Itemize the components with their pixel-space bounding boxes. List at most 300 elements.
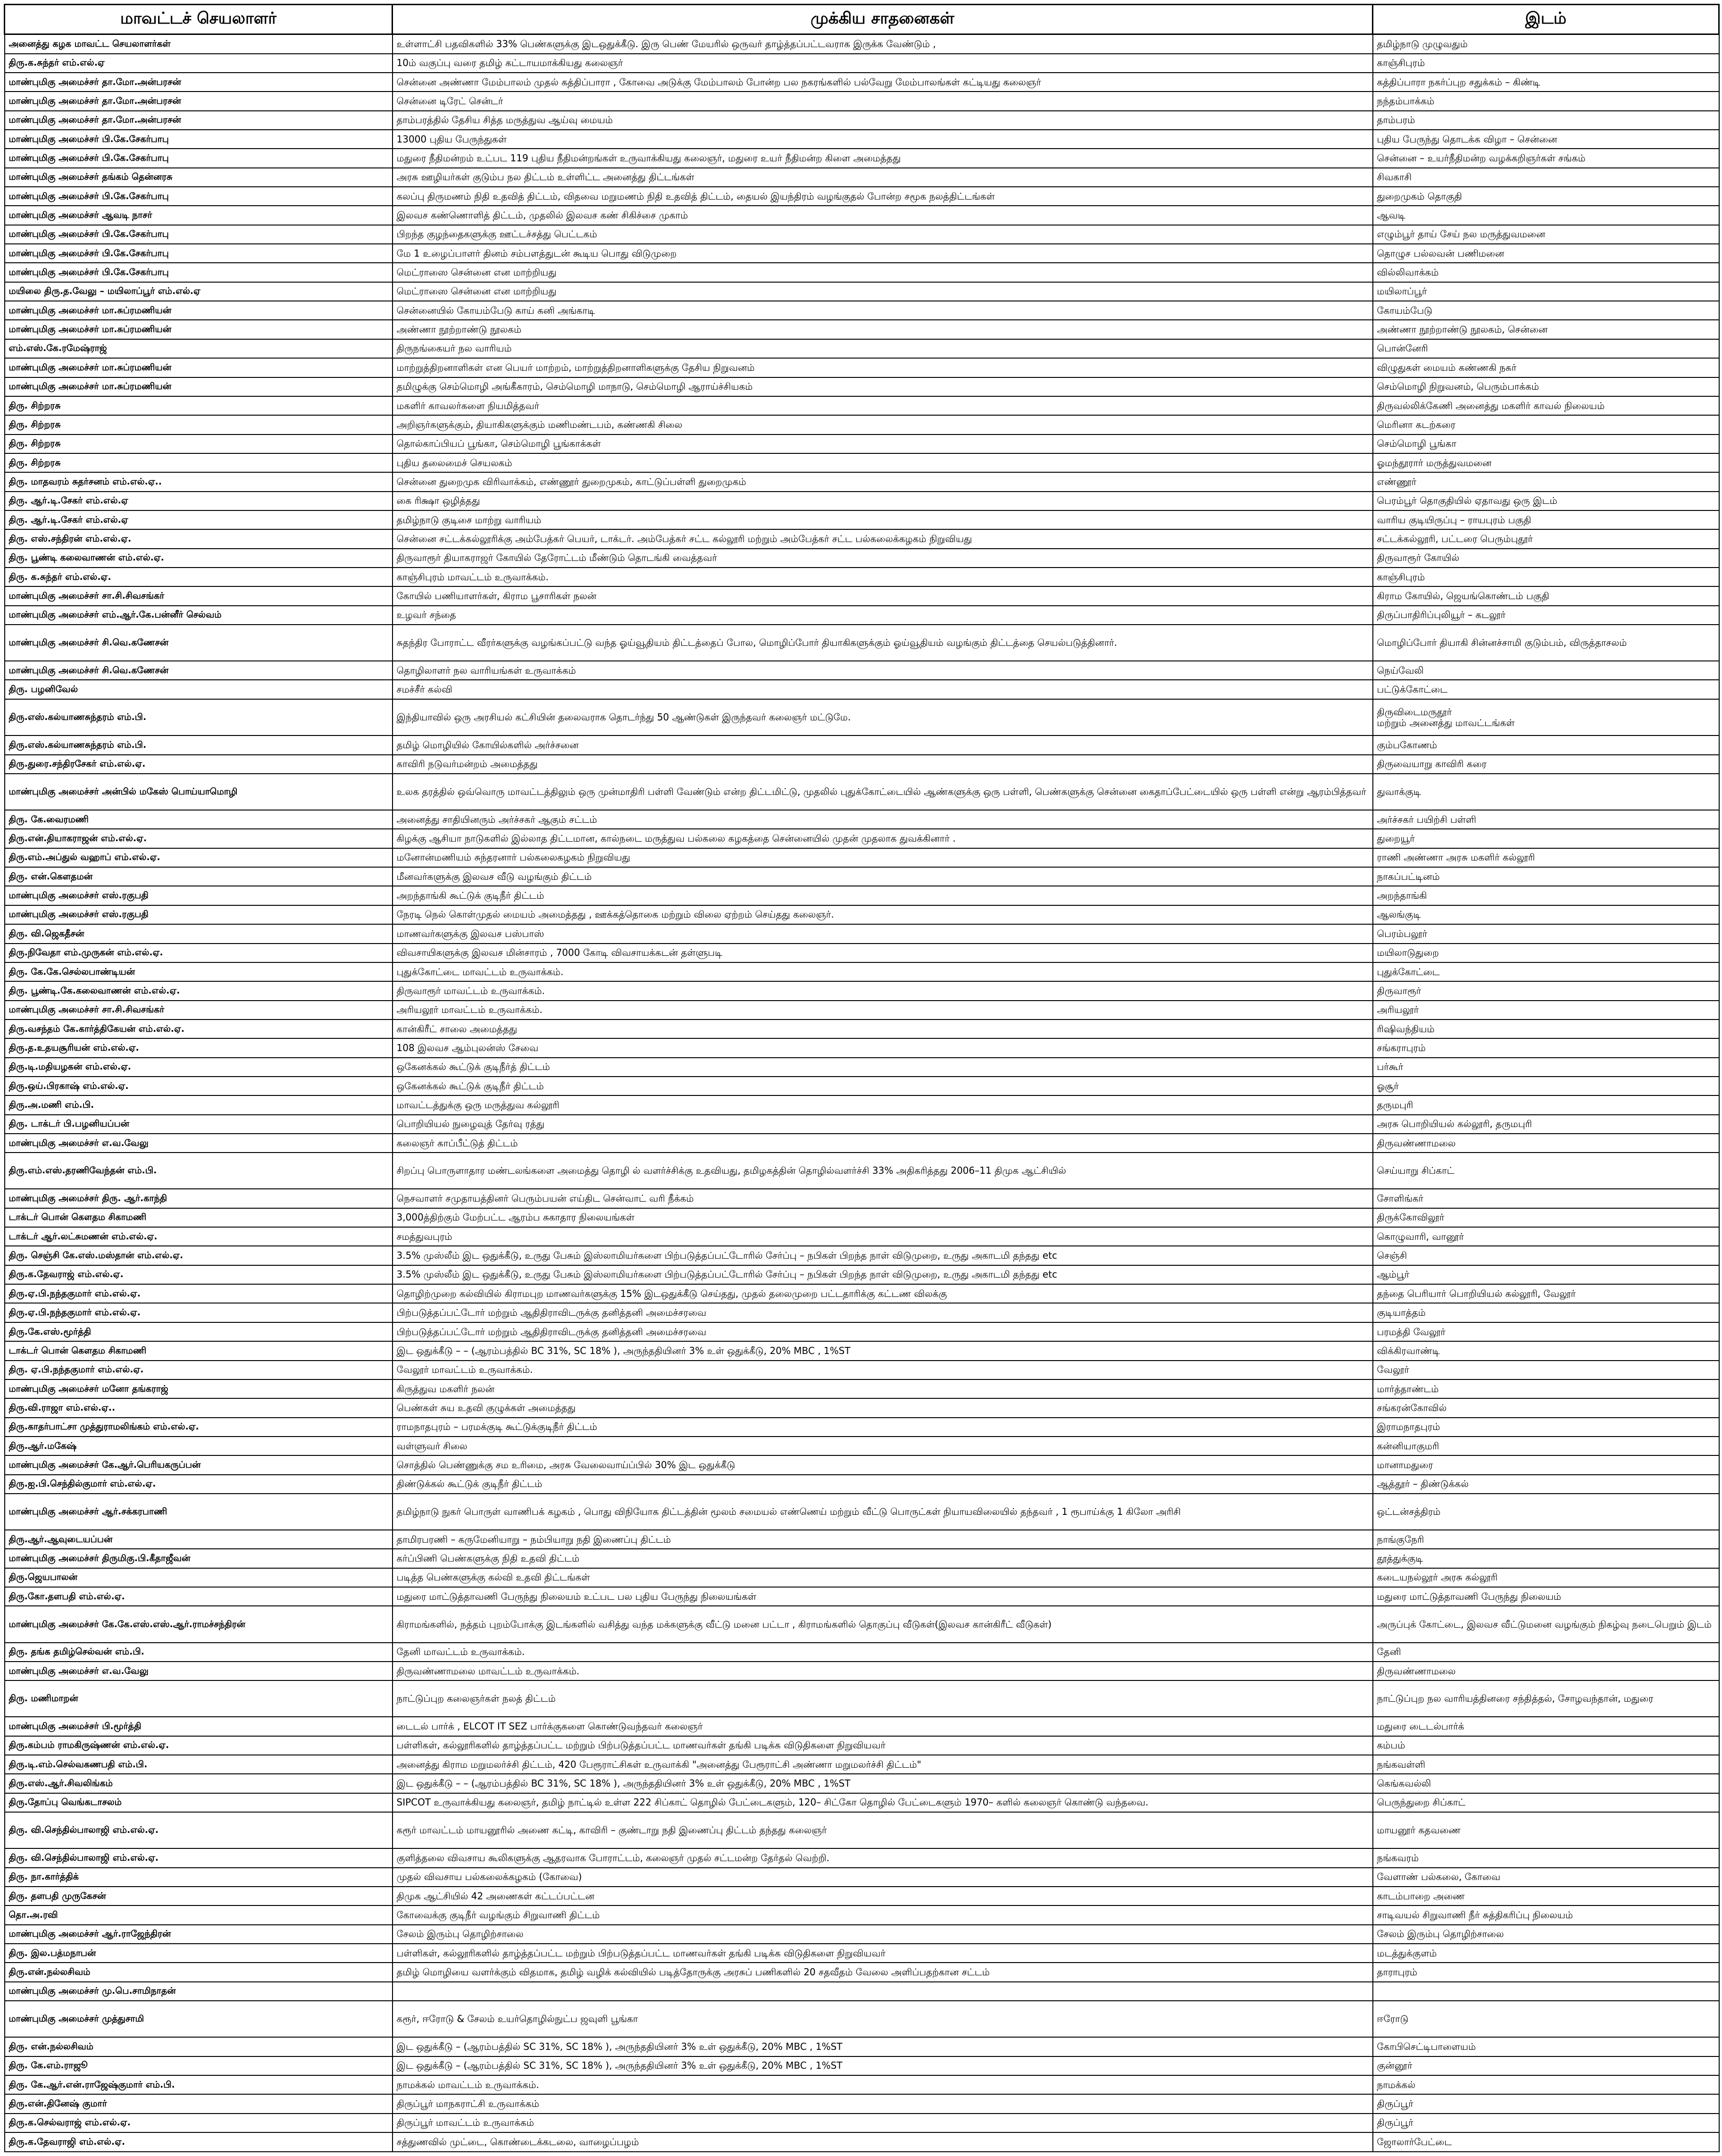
table-row [5,1077,1719,1095]
cell-achievement: 3.5% முஸ்லீம் இட ஒதுக்கீடு, உருது பேசும் இஸ்லாமியர்களை பிற்படுத்தப்பட்டோரில் சேர்ப்பு – நபிகள் பிறந்த நாள் விடுமுறை, உருது அகாடமி தந்தது etc [393,1265,1373,1284]
cell-place: பரமத்தி வேலூர் [1373,1322,1719,1341]
cell-achievement: தாம்பரத்தில் தேசிய சித்த மருத்துவ ஆய்வு மையம் [393,111,1373,130]
cell-place: ஆம்பூர் [1373,1265,1719,1284]
cell-achievement: கிருத்துவ மகளிர் நலன் [393,1379,1373,1398]
cell-secretary: திரு.ஏ.பி.நந்தகுமார் எம்.எல்.ஏ. [5,1284,393,1303]
cell-place: சங்கராபுரம் [1373,1038,1719,1057]
table-row [5,1887,1719,1905]
cell-place: கொழுவாரி, வானூர் [1373,1227,1719,1246]
cell-achievement: மெட்ராஸை சென்னை என மாற்றியது [393,282,1373,301]
cell-achievement: கலப்பு திருமணம் நிதி உதவித் திட்டம், விதவை மறுமணம் நிதி உதவித் திட்டம், தையல் இயந்திரம் வழங்குதல் போன்ற சமூக நலத்திட்டங்கள் [393,187,1373,206]
cell-achievement: திருவாரூர் மாவட்டம் உருவாக்கம். [393,981,1373,1000]
cell-secretary: மாண்புமிகு அமைச்சர் எஸ்.ரகுபதி [5,905,393,924]
cell-achievement: விவசாயிகளுக்கு இலவச மின்சாரம் , 7000 கோடி விவசாயக்கடன் தள்ளுபடி [393,944,1373,962]
table-row [5,829,1719,848]
cell-secretary: மாண்புமிகு அமைச்சர் ஆவடி நாசர் [5,206,393,225]
cell-place: வேளாண் பல்கலை, கோவை [1373,1868,1719,1887]
table-row [5,1717,1719,1736]
table-row [5,586,1719,605]
cell-secretary: திரு.ஏ.பி.நந்தகுமார் எம்.எல்.ஏ. [5,1303,393,1322]
cell-achievement: சென்னையில் கோயம்பேடு காய் கனி அங்காடி [393,301,1373,320]
cell-secretary: மாண்புமிகு அமைச்சர் தா.மோ.அன்பரசன் [5,111,393,130]
cell-secretary: திரு. பூண்டி.கே.கலைவாணன் எம்.எல்.ஏ. [5,981,393,1000]
cell-secretary: திரு.க.சுந்தர் எம்.எல்.ஏ [5,54,393,73]
cell-secretary: மாண்புமிகு அமைச்சர் பி.கே.சேகர்பாபு [5,244,393,263]
cell-achievement: ராமநாதபுரம் – பரமக்குடி கூட்டுக்குடிநீர் திட்டம் [393,1418,1373,1437]
cell-place: துறையூர் [1373,829,1719,848]
table-row [5,435,1719,453]
table-row [5,1115,1719,1134]
cell-place: கிராம கோயில், ஜெயங்கொண்டம் பகுதி [1373,586,1719,605]
cell-achievement: தமிழ்நாடு குடிசை மாற்று வாரியம் [393,510,1373,529]
table-row [5,699,1719,735]
cell-secretary: திரு.க.தேவராஜ் எம்.எல்.ஏ. [5,1265,393,1284]
cell-secretary: மாண்புமிகு அமைச்சர் மனோ தங்கராஜ் [5,1379,393,1398]
table-row [5,149,1719,167]
table-row [5,1227,1719,1246]
cell-achievement: சுதந்திர போராட்ட வீரர்களுக்கு வழங்கப்பட்டு வந்த ஓய்வூதியம் திட்டத்தைப் போல, மொழிப்போர் தியாகிகளுக்கும் ஓய்வூதியம் வழங்கும் திட்டத்தை செயல்படுத்தினார். [393,625,1373,661]
cell-place: திருவண்ணாமலை [1373,1662,1719,1680]
cell-secretary: மயிலை திரு.த.வேலு – மயிலாப்பூர் எம்.எல்.ஏ [5,282,393,301]
table-row [5,111,1719,130]
table-row [5,1812,1719,1848]
cell-achievement: மீனவர்களுக்கு இலவச வீடு வழங்கும் திட்டம் [393,867,1373,886]
cell-secretary: திரு.டி.எம்.செல்வகணபதி எம்.பி. [5,1755,393,1774]
table-row [5,1437,1719,1455]
table-row [5,168,1719,187]
table-row [5,661,1719,680]
cell-achievement: முதல் விவசாய பல்கலைக்கழகம் (கோவை) [393,1868,1373,1887]
cell-achievement: கலைஞர் காப்பீட்டுத் திட்டம் [393,1134,1373,1153]
cell-secretary: திரு. டாக்டர் பி.பழனியப்பன் [5,1115,393,1134]
table-row [5,510,1719,529]
cell-achievement: மாற்றுத்திறனாளிகள் என பெயர் மாற்றம், மாற்றுத்திறனாளிகளுக்கு தேசிய நிறுவனம் [393,358,1373,377]
table-row [5,2132,1719,2152]
table-row [5,1134,1719,1153]
cell-secretary: திரு. மாதவரம் சுதர்சனம் எம்.எல்.ஏ.. [5,472,393,491]
table-row [5,130,1719,149]
cell-secretary: திரு.துரை.சந்திரசேகர் எம்.எல்.ஏ. [5,755,393,774]
cell-place: திருவாரூர் [1373,981,1719,1000]
cell-secretary: திரு. பழனிவேல் [5,680,393,699]
cell-achievement: கரூர் மாவட்டம் மாயனூரில் அணை கட்டி, காவிரி – குண்டாறு நதி இணைப்பு திட்டம் தந்தது கலைஞர் [393,1812,1373,1848]
cell-place: திருவாரூர் கோயில் [1373,549,1719,568]
cell-place: வாரிய குடியிருப்பு – ராயபுரம் பகுதி [1373,510,1719,529]
cell-place: மெரினா கடற்கரை [1373,415,1719,434]
cell-achievement: 13000 புதிய பேருந்துகள் [393,130,1373,149]
cell-achievement: திமுக ஆட்சியில் 42 அணைகள் கட்டப்பட்டன [393,1887,1373,1905]
cell-achievement: மாணவர்களுக்கு இலவச பஸ்பாஸ் [393,924,1373,943]
cell-achievement: கை ரிக்ஷா ஒழித்தது [393,492,1373,510]
cell-secretary: திரு. சிற்றரசு [5,415,393,434]
cell-secretary: மாண்புமிகு அமைச்சர் மா.சுப்ரமணியன் [5,301,393,320]
table-row [5,2094,1719,2113]
cell-secretary: திரு.த.உதயசூரியன் எம்.எல்.ஏ. [5,1038,393,1057]
cell-secretary: திரு. ஆர்.டி.சேகர் எம்.எல்.ஏ [5,510,393,529]
cell-achievement: திருப்பூர் மாவட்டம் உருவாக்கம் [393,2114,1373,2132]
cell-secretary: திரு. நா.கார்த்திக் [5,1868,393,1887]
cell-place [1373,1982,1719,2001]
cell-achievement: அறிஞர்களுக்கும், தியாகிகளுக்கும் மணிமண்டபம், கண்ணகி சிலை [393,415,1373,434]
table-row [5,1361,1719,1379]
table-row [5,735,1719,754]
cell-place: அருப்புக் கோட்டை, இலவச வீட்டுமனை வழங்கும் நிகழ்வு நடைபெறும் இடம் [1373,1606,1719,1642]
cell-achievement: டைடல் பார்க் , ELCOT IT SEZ பார்க்குகளை கொண்டுவந்தவர் கலைஞர் [393,1717,1373,1736]
cell-place: மதுரை டைடல்பார்க் [1373,1717,1719,1736]
table-row [5,1662,1719,1680]
cell-achievement: திருவாரூர் தியாகராஜர் கோயில் தேரோட்டம் மீண்டும் தொடங்கி வைத்தவர் [393,549,1373,568]
cell-secretary: மாண்புமிகு அமைச்சர் எ.வ.வேலு [5,1662,393,1680]
cell-place: ஓமந்தூரார் மருத்துவமனை [1373,453,1719,472]
table-row [5,2037,1719,2056]
table-row [5,2001,1719,2037]
cell-achievement: திருப்பூர் மாநகராட்சி உருவாக்கம் [393,2094,1373,2113]
cell-place: காடம்பாறை அணை [1373,1887,1719,1905]
cell-achievement: காவிரி நடுவர்மன்றம் அமைத்தது [393,755,1373,774]
cell-secretary: திரு. ஏ.பி.நந்தகுமார் எம்.எல்.ஏ. [5,1361,393,1379]
table-row [5,1549,1719,1568]
cell-achievement: உள்ளாட்சி பதவிகளில் 33% பெண்களுக்கு இடஒதுக்கீடு. இரு பெண் மேயரில் ஒருவர் தாழ்த்தப்பட்டவராக இருக்க வேண்டும் , [393,34,1373,54]
cell-achievement: சொத்தில் பெண்ணுக்கு சம உரிமை, அரசு வேலைவாய்ப்பில் 30% இட ஒதுக்கீடு [393,1455,1373,1474]
cell-place: செஞ்சி [1373,1246,1719,1265]
cell-achievement: ஒகேனக்கல் கூட்டுக் குடிநீர் திட்டம் [393,1077,1373,1095]
table-row [5,606,1719,625]
cell-secretary: மாண்புமிகு அமைச்சர் ஆர்.சக்கரபாணி [5,1494,393,1530]
cell-achievement: குளித்தலை விவசாய கூலிகளுக்கு ஆதரவாக போராட்டம், கலைஞர் முதல் சட்டமன்ற தேர்தல் வெற்றி. [393,1848,1373,1867]
cell-place: திருவண்ணாமலை [1373,1134,1719,1153]
cell-place: கடையநல்லூர் அரசு கல்லூரி [1373,1568,1719,1587]
table-row [5,339,1719,358]
table-row [5,1848,1719,1867]
cell-place: கோபிசெட்டிபாளையம் [1373,2037,1719,2056]
cell-place: கம்பம் [1373,1736,1719,1755]
cell-achievement: திருநங்கையர் நல வாரியம் [393,339,1373,358]
cell-place: தருமபுரி [1373,1095,1719,1114]
table-row [5,320,1719,339]
table-row [5,1153,1719,1189]
cell-place: திருப்பூர் [1373,2094,1719,2113]
cell-achievement: சிறப்பு பொருளாதார மண்டலங்களை அமைத்து தொழி ல் வளர்ச்சிக்கு உதவியது, தமிழகத்தின் தொழில்வளர்ச்சி 33% அதிகரித்தது 2006–11 திமுக ஆட்சியில் [393,1153,1373,1189]
cell-place: தூத்துக்குடி [1373,1549,1719,1568]
table-row [5,92,1719,110]
table-row [5,1905,1719,1924]
header-achievements: முக்கிய சாதனைகள் [393,5,1373,34]
cell-secretary: திரு. சிற்றரசு [5,435,393,453]
cell-secretary: திரு. கே.எம்.ராஜூ [5,2056,393,2075]
table-row [5,1774,1719,1793]
cell-place: நாட்டுப்புற நல வாரியத்தினரை சந்தித்தல், சோழவந்தான், மதுரை [1373,1680,1719,1717]
cell-achievement: இலவச கண்ணொளித் திட்டம், முதலில் இலவச கண் சிகிச்சை முகாம் [393,206,1373,225]
cell-secretary: மாண்புமிகு அமைச்சர் திரு. ஆர்.காந்தி [5,1189,393,1208]
table-body [5,34,1719,2152]
cell-place: கோயம்பேடு [1373,301,1719,320]
cell-secretary: எம்.எஸ்.கே.ரமேஷ்ராஜ் [5,339,393,358]
cell-secretary: திரு.என்.நல்லசிவம் [5,1963,393,1981]
cell-place: அரியலூர் [1373,1001,1719,1020]
cell-secretary: திரு. வி.ஜெகதீசன் [5,924,393,943]
cell-secretary: திரு. செஞ்சி கே.எஸ்.மஸ்தான் எம்.எல்.ஏ. [5,1246,393,1265]
table-row [5,206,1719,225]
cell-place: துறைமுகம் தொகுதி [1373,187,1719,206]
table-row [5,1568,1719,1587]
table-row [5,810,1719,829]
cell-secretary: திரு. என்.நல்லசிவம் [5,2037,393,2056]
cell-achievement: இந்தியாவில் ஒரு அரசியல் கட்சியின் தலைவராக தொடர்ந்து 50 ஆண்டுகள் இருந்தவர் கலைஞர் மட்டுமே. [393,699,1373,735]
cell-secretary: திரு. பூண்டி கலைவாணன் எம்.எல்.ஏ. [5,549,393,568]
cell-secretary: மாண்புமிகு அமைச்சர் திருமிகு.பி.கீதாஜீவன் [5,1549,393,1568]
cell-secretary: திரு. வி.செந்தில்பாலாஜி எம்.எல்.ஏ. [5,1812,393,1848]
cell-place: ஜோலார்பேட்டை [1373,2132,1719,2152]
cell-achievement: SIPCOT உருவாக்கியது கலைஞர், தமிழ் நாட்டில் உள்ள 222 சிப்காட் தொழில் பேட்டைகளும், 120– சிட்கோ தொழில் பேட்டைகளும் 1970– களில் கலைஞர் கொண்டு வந்தவை. [393,1793,1373,1812]
table-row [5,1736,1719,1755]
cell-secretary: மாண்புமிகு அமைச்சர் ஆர்.ராஜேந்திரன் [5,1925,393,1944]
table-row [5,225,1719,244]
cell-place: நாங்குநேரி [1373,1530,1719,1549]
cell-place: ஒட்டன்சத்திரம் [1373,1494,1719,1530]
cell-secretary: மாண்புமிகு அமைச்சர் பி.கே.சேகர்பாபு [5,187,393,206]
cell-place: பொன்னேரி [1373,339,1719,358]
cell-secretary: மாண்புமிகு அமைச்சர் பி.கே.சேகர்பாபு [5,263,393,282]
cell-place: காஞ்சிபுரம் [1373,54,1719,73]
cell-secretary: மாண்புமிகு அமைச்சர் தா.மோ.அன்பரசன் [5,73,393,92]
cell-place: ஆத்தூர் – திண்டுக்கல் [1373,1475,1719,1494]
cell-place: பெரம்பூர் தொகுதியில் ஏதாவது ஒரு இடம் [1373,492,1719,510]
table-row [5,774,1719,810]
cell-place: ரிஷிவந்தியம் [1373,1020,1719,1038]
table-row [5,1095,1719,1114]
cell-place: வில்லிவாக்கம் [1373,263,1719,282]
cell-place: துவாக்குடி [1373,774,1719,810]
table-row [5,1418,1719,1437]
cell-secretary: மாண்புமிகு அமைச்சர் மு.பெ.சாமிநாதன் [5,1982,393,2001]
cell-place: திருப்பாதிரிப்புலியூர் – கடலூர் [1373,606,1719,625]
cell-place: செம்மொழி நிறுவனம், பெரும்பாக்கம் [1373,377,1719,396]
cell-achievement: 3,000த்திற்கும் மேற்பட்ட ஆரம்ப சுகாதார நிலையங்கள் [393,1208,1373,1227]
cell-place: மதுரை மாட்டுத்தாவணி பேருந்து நிலையம் [1373,1587,1719,1606]
table-row [5,1587,1719,1606]
cell-secretary: மாண்புமிகு அமைச்சர் முத்துசாமி [5,2001,393,2037]
cell-place: ஈரோடு [1373,2001,1719,2037]
cell-place: செய்யாறு சிப்காட் [1373,1153,1719,1189]
cell-place: ஆலங்குடி [1373,905,1719,924]
table-row [5,848,1719,867]
cell-secretary: திரு. எஸ்.சந்திரன் எம்.எல்.ஏ. [5,529,393,548]
table-row [5,1246,1719,1265]
cell-place: திருவிடைமருதூர் மற்றும் அனைத்து மாவட்டங்கள் [1373,699,1719,735]
cell-place: தாராபுரம் [1373,1963,1719,1981]
table-row [5,1189,1719,1208]
cell-secretary: மாண்புமிகு அமைச்சர் எம்.ஆர்.கே.பன்னீர் செல்வம் [5,606,393,625]
table-row [5,1530,1719,1549]
cell-secretary: திரு. தங்க தமிழ்செல்வன் எம்.பி. [5,1643,393,1662]
cell-secretary: மாண்புமிகு அமைச்சர் தங்கம் தென்னரசு [5,168,393,187]
cell-place: விழுதுகள் மையம் கண்ணகி நகர் [1373,358,1719,377]
table-row [5,1058,1719,1077]
cell-secretary: மாண்புமிகு அமைச்சர் பி.கே.சேகர்பாபு [5,130,393,149]
table-row [5,886,1719,905]
cell-achievement: சமத்துவபுரம் [393,1227,1373,1246]
cell-place: பெரம்பலூர் [1373,924,1719,943]
cell-achievement: வள்ளுவர் சிலை [393,1437,1373,1455]
cell-achievement: 108 இலவச ஆம்புலன்ஸ் சேவை [393,1038,1373,1057]
table-row [5,1322,1719,1341]
cell-secretary: திரு.டி.மதியழகன் எம்.எல்.ஏ. [5,1058,393,1077]
cell-achievement: மகளிர் காவலர்களை நியமித்தவர் [393,396,1373,415]
table-row [5,962,1719,981]
table-row [5,1455,1719,1474]
cell-place: அரசு பொறியியல் கல்லூரி, தருமபுரி [1373,1115,1719,1134]
cell-secretary: திரு.கம்பம் ராமகிருஷ்ணன் எம்.எல்.ஏ. [5,1736,393,1755]
cell-place: தொழுச பல்லவன் பணிமனை [1373,244,1719,263]
cell-achievement: கர்ப்பிணி பெண்களுக்கு நிதி உதவி திட்டம் [393,1549,1373,1568]
cell-achievement: திண்டுக்கல் கூட்டுக் குடிநீர் திட்டம் [393,1475,1373,1494]
cell-achievement: புதுக்கோட்டை மாவட்டம் உருவாக்கம். [393,962,1373,981]
cell-place: காஞ்சிபுரம் [1373,568,1719,586]
table-row [5,1341,1719,1360]
cell-secretary: திரு.ஆர்.ஆவுடையப்பன் [5,1530,393,1549]
cell-achievement: கரூர், ஈரோடு & சேலம் உயர்தொழில்நுட்ப ஜவுளி பூங்கா [393,2001,1373,2037]
cell-secretary: தொ.அ.ரவி [5,1905,393,1924]
cell-secretary: திரு.கே.எஸ்.மூர்த்தி [5,1322,393,1341]
cell-achievement: கிழக்கு ஆசியா நாடுகளில் இல்லாத திட்டமான, கால்நடை மருத்துவ பல்கலை கழகத்தை சென்னையில் முதன் முதலாக துவக்கினார் . [393,829,1373,848]
table-row [5,1208,1719,1227]
cell-place: திருவல்லிக்கேணி அனைத்து மகளிர் காவல் நிலையம் [1373,396,1719,415]
cell-achievement: நாமக்கல் மாவட்டம் உருவாக்கம். [393,2075,1373,2094]
cell-place: மயிலாடுதுறை [1373,944,1719,962]
cell-achievement: சென்னை சட்டக்கல்லூரிக்கு அம்பேத்கர் பெயர், டாக்டர். அம்பேத்கர் சட்ட கல்லூரி மற்றும் அம்பேத்கர் சட்ட பல்கலைக்கழகம் நிறுவியது [393,529,1373,548]
cell-secretary: திரு.தோப்பு வெங்கடாசலம் [5,1793,393,1812]
cell-place: மொழிப்போர் தியாகி சின்னச்சாமி குடும்பம், விருத்தாசலம் [1373,625,1719,661]
cell-secretary: திரு. சிற்றரசு [5,453,393,472]
cell-place: ஆவடி [1373,206,1719,225]
cell-secretary: திரு. ஆர்.டி.சேகர் எம்.எல்.ஏ [5,492,393,510]
cell-secretary: மாண்புமிகு அமைச்சர் எஸ்.ரகுபதி [5,886,393,905]
table-row [5,263,1719,282]
cell-achievement: கான்கிரீட் சாலை அமைத்தது [393,1020,1373,1038]
cell-place: வேலூர் [1373,1361,1719,1379]
cell-secretary: திரு. வி.செந்தில்பாலாஜி எம்.எல்.ஏ. [5,1848,393,1867]
cell-achievement: கோயில் பணியாளர்கள், கிராம பூசாரிகள் நலன் [393,586,1373,605]
cell-secretary: திரு.ஒய்.பிரகாஷ் எம்.எல்.ஏ. [5,1077,393,1095]
table-row [5,1793,1719,1812]
table-row [5,867,1719,886]
cell-place: இராமநாதபுரம் [1373,1418,1719,1437]
table-row [5,54,1719,73]
cell-place: நாமக்கல் [1373,2075,1719,2094]
cell-achievement: அரசு ஊழியர்கள் குடும்ப நல திட்டம் உள்ளிட்ட அனைத்து திட்டங்கள் [393,168,1373,187]
cell-secretary: திரு.காதர்பாட்சா முத்துராமலிங்கம் எம்.எல்.ஏ. [5,1418,393,1437]
cell-secretary: திரு.ஜெயபாலன் [5,1568,393,1587]
cell-secretary: திரு.நிவேதா எம்.முருகன் எம்.எல்.ஏ. [5,944,393,962]
table-row [5,2114,1719,2132]
cell-place: செம்மொழி பூங்கா [1373,435,1719,453]
cell-achievement: தொழிலாளர் நல வாரியங்கள் உருவாக்கம் [393,661,1373,680]
table-row [5,1963,1719,1981]
cell-place: நந்தம்பாக்கம் [1373,92,1719,110]
cell-place: தேனி [1373,1643,1719,1662]
table-row [5,415,1719,434]
cell-achievement: புதிய தலைமைச் செயலகம் [393,453,1373,472]
table-row [5,944,1719,962]
cell-secretary: மாண்புமிகு அமைச்சர் பி.கே.சேகர்பாபு [5,225,393,244]
table-row [5,34,1719,54]
cell-place: மாயனூர் கதவணை [1373,1812,1719,1848]
cell-achievement: சென்னை துறைமுக விரிவாக்கம், எண்ணூர் துறைமுகம், காட்டுப்பள்ளி துறைமுகம் [393,472,1373,491]
cell-achievement: மாவட்டத்துக்கு ஒரு மருத்துவ கல்லூரி [393,1095,1373,1114]
cell-achievement: வேலூர் மாவட்டம் உருவாக்கம். [393,1361,1373,1379]
table-row [5,492,1719,510]
table-row [5,568,1719,586]
table-row [5,1982,1719,2001]
cell-place: சங்கரன்கோவில் [1373,1398,1719,1417]
cell-place: ராணி அண்ணா அரசு மகளிர் கல்லூரி [1373,848,1719,867]
header-place: இடம் [1373,5,1719,34]
table-row [5,1001,1719,1020]
table-row [5,453,1719,472]
table-row [5,73,1719,92]
table-row [5,1925,1719,1944]
cell-achievement: சமச்சீர் கல்வி [393,680,1373,699]
table-row [5,282,1719,301]
table-row [5,529,1719,548]
cell-achievement: தமிழ் மொழியில் கோயில்களில் அர்ச்சனை [393,735,1373,754]
table-row [5,358,1719,377]
cell-achievement: கிராமங்களில், நத்தம் புறம்போக்கு இடங்களில் வசித்து வந்த மக்களுக்கு வீட்டு மனை பட்டா , கிராமங்களில் தொகுப்பு வீடுகள்(இலவச கான்கிரீட் வீடுகள்) [393,1606,1373,1642]
cell-secretary: திரு.கோ.தளபதி எம்.எல்.ஏ. [5,1587,393,1606]
cell-place: கும்பகோணம் [1373,735,1719,754]
cell-achievement: பிறந்த குழந்தைகளுக்கு ஊட்டச்சத்து பெட்டகம் [393,225,1373,244]
header-row [5,5,1719,34]
cell-secretary: திரு.வசந்தம் கே.கார்த்திகேயன் எம்.எல்.ஏ. [5,1020,393,1038]
cell-secretary: திரு. இல.பத்மநாபன் [5,1944,393,1963]
cell-secretary: திரு. கே.கே.செல்லபாண்டியன் [5,962,393,981]
cell-place: அறந்தாங்கி [1373,886,1719,905]
cell-secretary: திரு.என்.தினேஷ் குமார் [5,2094,393,2113]
cell-secretary: திரு. கே.வைரமணி [5,810,393,829]
table-row [5,1944,1719,1963]
table-row [5,396,1719,415]
table-row [5,981,1719,1000]
cell-achievement: திருவண்ணாமலை மாவட்டம் உருவாக்கம். [393,1662,1373,1680]
cell-place: அர்ச்சகர் பயிற்சி பள்ளி [1373,810,1719,829]
cell-achievement: சேலம் இரும்பு தொழிற்சாலை [393,1925,1373,1944]
cell-place: நாகப்பட்டினம் [1373,867,1719,886]
cell-achievement: சென்னை அண்ணா மேம்பாலம் முதல் கத்திப்பாரா , கோவை அடுக்கு மேம்பாலம் போன்ற பல நகரங்களில் பல்வேறு மேம்பாலங்கள் கட்டியது கலைஞர் [393,73,1373,92]
cell-achievement: அண்ணா நூற்றாண்டு நூலகம் [393,320,1373,339]
cell-achievement: பள்ளிகள், கல்லூரிகளில் தாழ்த்தப்பட்ட மற்றும் பிற்படுத்தப்பட்ட மாணவர்கள் தங்கி படிக்க விடுதிகளை நிறுவியவர் [393,1736,1373,1755]
table-row [5,549,1719,568]
cell-secretary: திரு. சிற்றரசு [5,396,393,415]
cell-place: கத்திப்பாரா நகர்ப்புற சதுக்கம் – கிண்டி [1373,73,1719,92]
cell-secretary: மாண்புமிகு அமைச்சர் மா.சுப்ரமணியன் [5,358,393,377]
cell-secretary: மாண்புமிகு அமைச்சர் எ.வ.வேலு [5,1134,393,1153]
cell-place: தமிழ்நாடு முழுவதும் [1373,34,1719,54]
cell-secretary: திரு.எஸ்.கல்யாணசுந்தரம் எம்.பி. [5,699,393,735]
cell-place: மானாமதுரை [1373,1455,1719,1474]
cell-achievement: மே 1 உழைப்பாளர் தினம் சம்பளத்துடன் கூடிய பொது விடுமுறை [393,244,1373,263]
cell-secretary: மாண்புமிகு அமைச்சர் தா.மோ.அன்பரசன் [5,92,393,110]
cell-achievement: தேனி மாவட்டம் உருவாக்கம். [393,1643,1373,1662]
cell-secretary: திரு. க.சுந்தர் எம்.எல்.ஏ. [5,568,393,586]
cell-secretary: திரு.எம்.அப்துல் வஹாப் எம்.எல்.ஏ. [5,848,393,867]
cell-place: மடத்துக்குளம் [1373,1944,1719,1963]
cell-secretary: திரு.எஸ்.ஆர்.சிவலிங்கம் [5,1774,393,1793]
cell-achievement: உலக தரத்தில் ஒவ்வொரு மாவட்டத்திலும் ஒரு முன்மாதிரி பள்ளி வேண்டும் என்ற திட்டமிட்டு, முதலில் புதுக்கோட்டையில் ஆண்களுக்கு ஒரு பள்ளி, பெண்களுக்கு சென்னை கைதாப்பேட்டையில் ஒரு பள்ளி என்று ஆரம்பித்தவர் [393,774,1373,810]
table-row [5,301,1719,320]
cell-achievement: இட ஒதுக்கீடு – (ஆரம்பத்தில் SC 31%, SC 18% ), அருந்ததியினர் 3% உள் ஒதுக்கீடு, 20% MBC , 1%ST [393,2056,1373,2075]
cell-secretary: மாண்புமிகு அமைச்சர் பி.மூர்த்தி [5,1717,393,1736]
cell-achievement: பெண்கள் சுய உதவி குழுக்கள் அமைத்தது [393,1398,1373,1417]
